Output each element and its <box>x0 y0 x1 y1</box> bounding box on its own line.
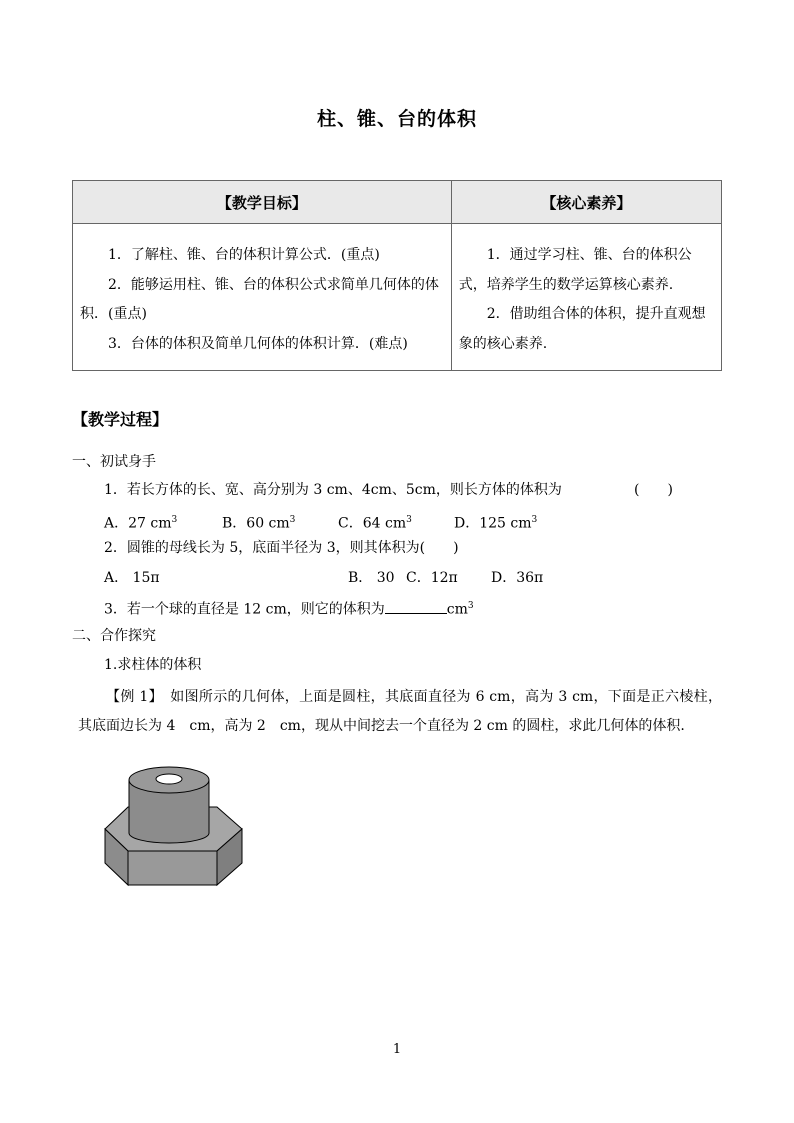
page-number: 1 <box>392 1042 402 1057</box>
goal-item: 2．能够运用柱、锥、台的体积公式求简单几何体的体积．(重点) <box>80 276 439 322</box>
header-core-literacy: 【核心素养】 <box>451 181 721 224</box>
section1-heading: 一、初试身手 <box>72 454 156 470</box>
literacy-item: 1．通过学习柱、锥、台的体积公式，培养学生的数学运算核心素养. <box>458 247 692 293</box>
q2-option-b: B． 30 <box>348 570 395 586</box>
literacy-item: 2．借助组合体的体积，提升直观想象的核心素养. <box>458 306 706 352</box>
question-1-paren: ( ) <box>634 482 673 498</box>
q2-option-a: A． 15π <box>104 570 160 586</box>
section2-subheading: 1.求柱体的体积 <box>104 657 202 673</box>
process-heading: 【教学过程】 <box>72 410 169 429</box>
question-3: 3．若一个球的直径是 12 cm，则它的体积为 $cm^3$ <box>104 596 474 620</box>
q1-option-c: C．64 $cm^3$ <box>338 515 412 532</box>
cylinder-on-hex-prism-figure <box>100 757 245 889</box>
header-teaching-goals: 【教学目标】 <box>73 181 452 224</box>
q2-option-c: C．12π <box>406 570 458 586</box>
section2-heading: 二、合作探究 <box>72 628 156 644</box>
q1-option-d: D．125 $cm^3$ <box>454 515 538 532</box>
question-2: 2．圆锥的母线长为 5，底面半径为 3，则其体积为( ) <box>104 540 459 556</box>
teaching-goals-cell <box>73 224 452 371</box>
goal-item: 1．了解柱、锥、台的体积计算公式．(重点) <box>108 247 380 263</box>
question-1: 1．若长方体的长、宽、高分别为 3 cm、4cm、5cm，则长方体的体积为 <box>104 482 562 498</box>
goals-table <box>72 180 722 371</box>
q1-option-b: B．60 $cm^3$ <box>222 515 296 532</box>
q2-option-d: D．36π <box>491 570 544 586</box>
page-title: 柱、锥、台的体积 <box>316 108 477 130</box>
example-tag: 【例 1】 <box>106 689 156 705</box>
q1-option-a: A．27 $cm^3$ <box>104 515 178 532</box>
example-1-text: 【例 1】 如图所示的几何体，上面是圆柱，其底面直径为 6 cm，高为 3 cm，下面是正六棱柱，其底面边长为 4 cm，高为 2 cm，现从中间挖去一个直径为 2 cm 的圆柱，求此几何体的体积. <box>78 689 722 734</box>
core-literacy-cell <box>451 224 721 371</box>
goal-item: 3．台体的体积及简单几何体的体积计算．(难点) <box>108 335 408 352</box>
answer-blank <box>385 599 447 614</box>
